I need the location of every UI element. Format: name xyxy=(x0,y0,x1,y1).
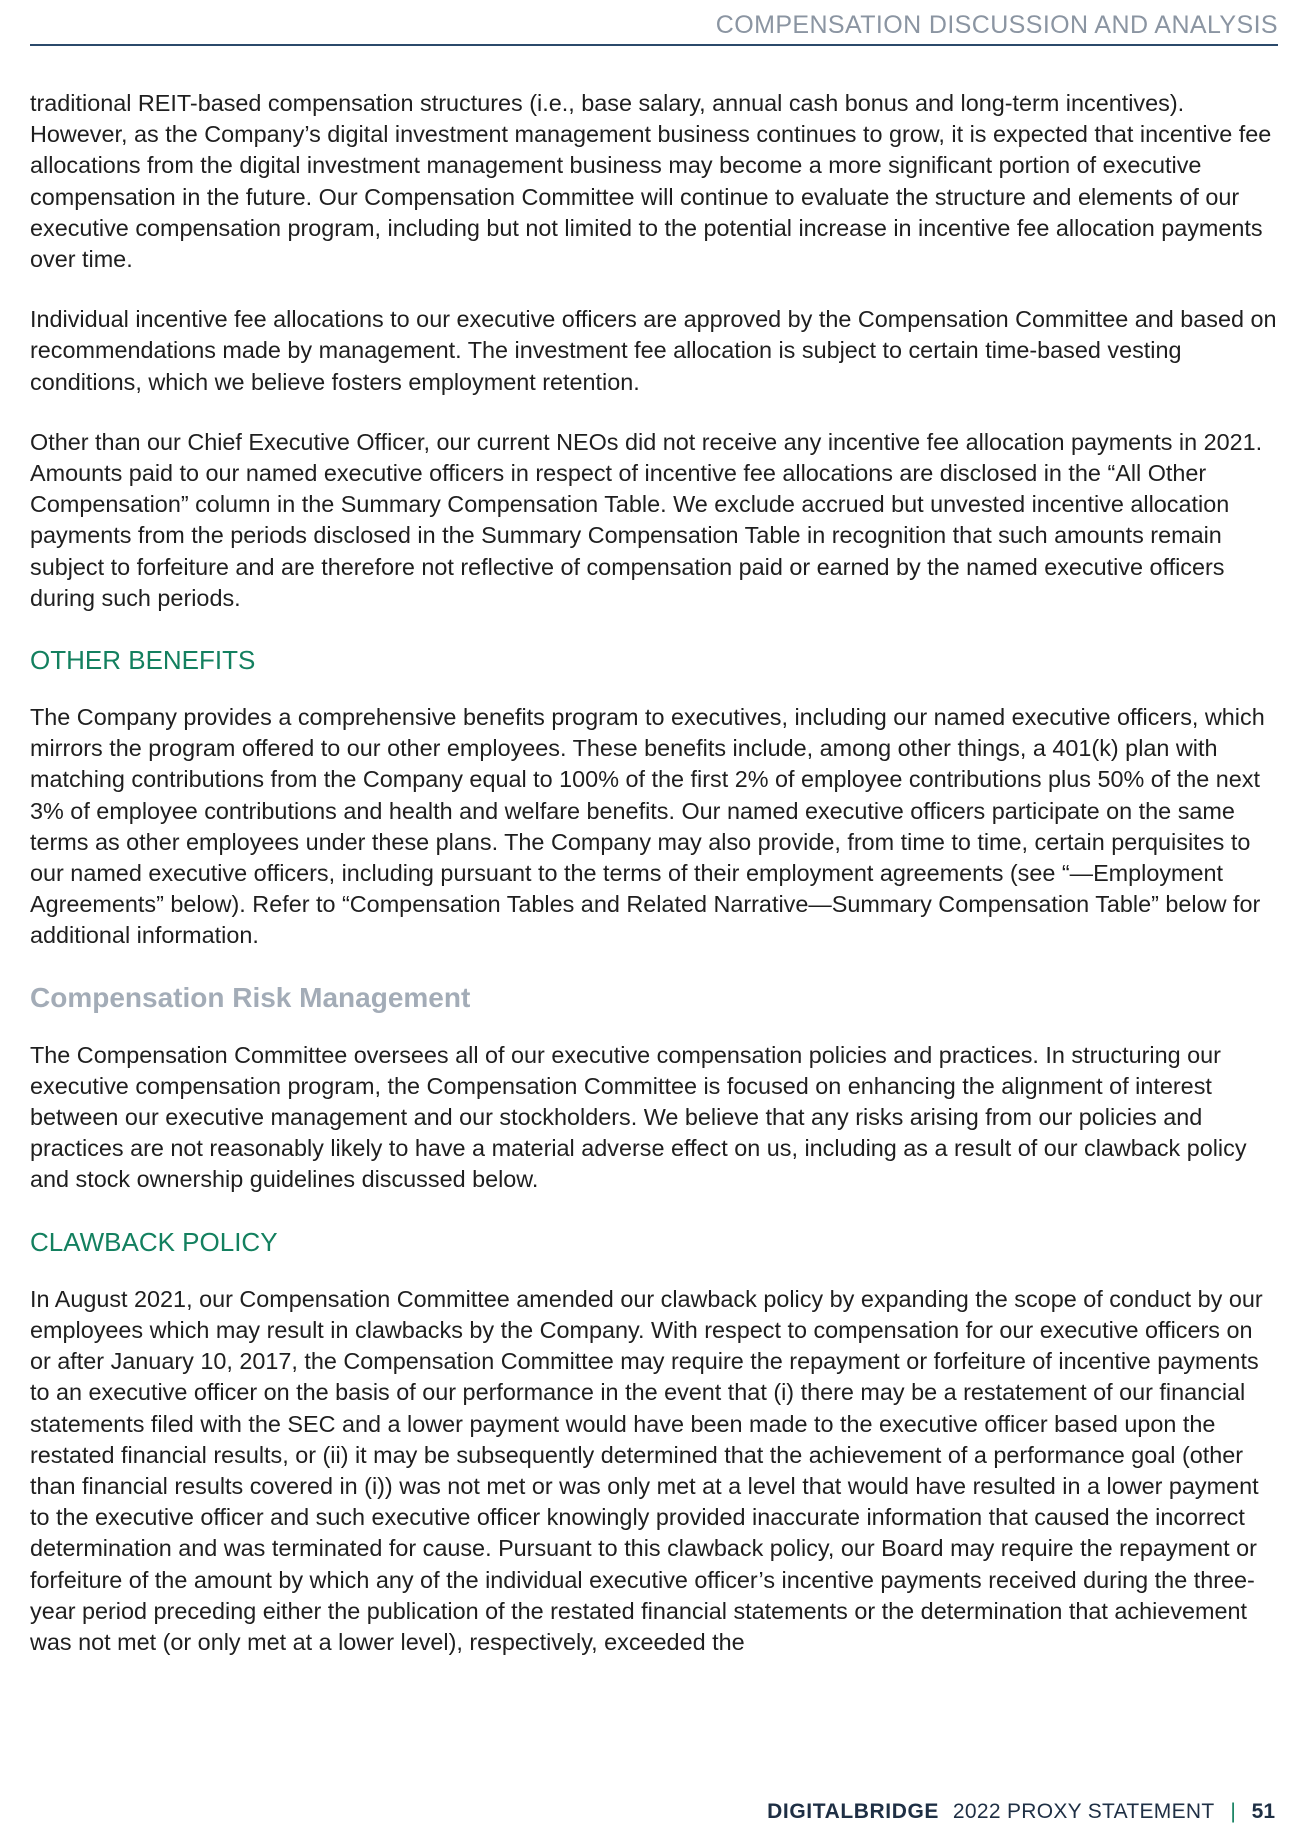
heading-clawback-policy: CLAWBACK POLICY xyxy=(30,1226,278,1257)
section-title: COMPENSATION DISCUSSION AND ANALYSIS xyxy=(715,11,1278,39)
paragraph-other-benefits: The Company provides a comprehensive benefits program to executives, including our named executive officers, which mirrors the program offered to our other employees. These benefits include, among other things, a 401(k) plan with matching contributions from the Company equal to 100% of the first 2% of employee contributions plus 50% of the next 3% of employee contributions and health and welfare benefits. Our named executive officers participate on the same terms as other employees under these plans. The Company may also provide, from time to time, certain perquisites to our named executive officers, including pursuant to the terms of their employment agreements (see “—Employment Agreements” below). Refer to “Compensation Tables and Related Narrative—Summary Compensation Table” below for additional information. xyxy=(30,704,1265,949)
heading-compensation-risk-management: Compensation Risk Management xyxy=(30,981,471,1013)
heading-other-benefits: OTHER BENEFITS xyxy=(30,645,256,676)
page-footer xyxy=(767,1800,1275,1824)
paragraph-risk-management: The Compensation Committee oversees all of our executive compensation policies and practices. In structuring our executive compensation program, the Compensation Committee is focused on enhancing the alignment of interest between our executive management and our stockholders. We believe that any risks arising from our policies and practices are not reasonably likely to have a material adverse effect on us, including as a result of our clawback policy and stock ownership guidelines discussed below. xyxy=(30,1041,1247,1193)
footer-document-title: 2022 PROXY STATEMENT xyxy=(952,1800,1215,1823)
page-number: 51 xyxy=(1251,1800,1275,1823)
paragraph-fee-allocation-approval: Individual incentive fee allocations to our executive officers are approved by the Compensation Committee and based on recommendations made by management. The investment fee allocation is subject to certain time-based vesting conditions, which we believe fosters employment retention. xyxy=(30,306,1277,395)
page-header xyxy=(30,8,1278,46)
footer-brand: DIGITALBRIDGE xyxy=(767,1800,940,1823)
main-content xyxy=(30,88,1278,1687)
footer-separator: | xyxy=(1230,1800,1236,1823)
paragraph-incentive-structures: traditional REIT-based compensation structures (i.e., base salary, annual cash bonus and long-term incentives). However, as the Company’s digital investment management business continues to grow, it is expected that incentive fee allocations from the digital investment management business may become a more significant portion of executive compensation in the future. Our Compensation Committee will continue to evaluate the structure and elements of our executive compensation program, including but not limited to the potential increase in incentive fee allocation payments over time. xyxy=(30,90,1272,273)
paragraph-clawback-policy: In August 2021, our Compensation Committee amended our clawback policy by expanding the scope of conduct by our employees which may result in clawbacks by the Company. With respect to compensation for our executive officers on or after January 10, 2017, the Compensation Committee may require the repayment or forfeiture of incentive payments to an executive officer on the basis of our performance in the event that (i) there may be a restatement of our financial statements filed with the SEC and a lower payment would have been made to the executive officer based upon the restated financial results, or (ii) it may be subsequently determined that the achievement of a performance goal (other than financial results covered in (i)) was not met or was only met at a level that would have resulted in a lower payment to the executive officer and such executive officer knowingly provided inaccurate information that caused the incorrect determination and was terminated for cause. Pursuant to this clawback policy, our Board may require the repayment or forfeiture of the amount by which any of the individual executive officer’s incentive payments received during the three-year period preceding either the publication of the restated financial statements or the determination that achievement was not met (or only met at a lower level), respectively, exceeded the xyxy=(30,1285,1263,1655)
paragraph-neo-allocation-payments: Other than our Chief Executive Officer, our current NEOs did not receive any incentive fee allocation payments in 2021. Amounts paid to our named executive officers in respect of incentive fee allocations are disclosed in the “All Other Compensation” column in the Summary Compensation Table. We exclude accrued but unvested incentive allocation payments from the periods disclosed in the Summary Compensation Table in recognition that such amounts remain subject to forfeiture and are therefore not reflective of compensation paid or earned by the named executive officers during such periods. xyxy=(30,428,1263,611)
